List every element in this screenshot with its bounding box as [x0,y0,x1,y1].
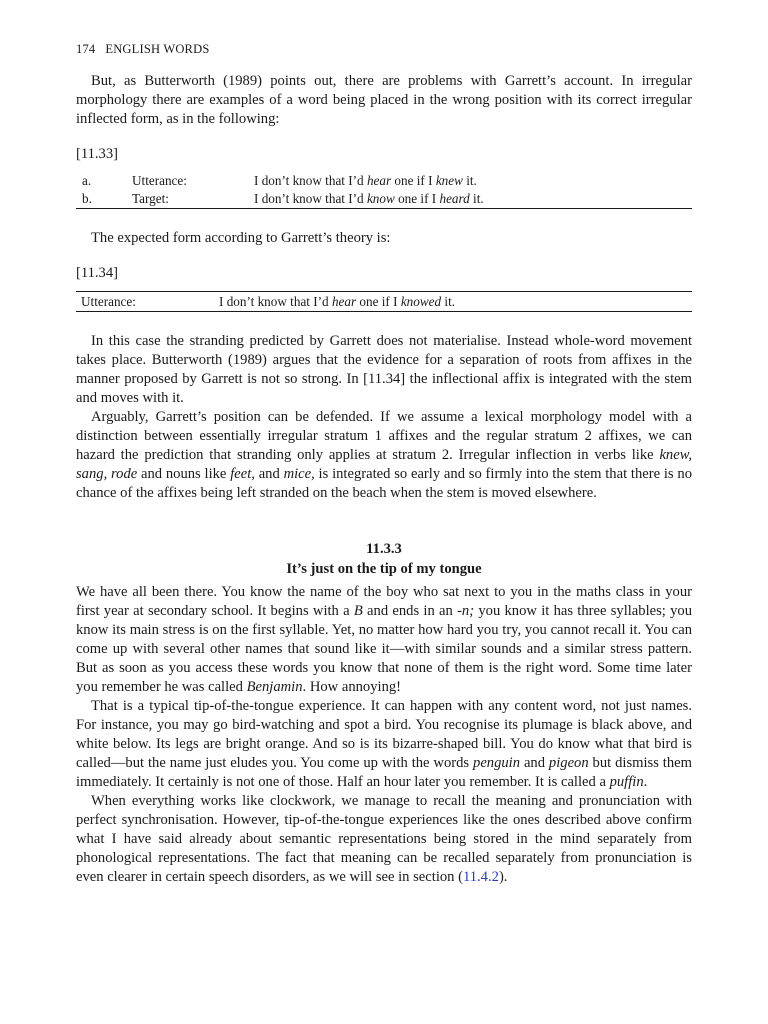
paragraph-tip-of-tongue: That is a typical tip-of-the-tongue experience. It can happen with any content word, not just names. For instance, you may go bird-watching and spot a bird. You recognise its plumage is black above, and white below. Its legs are bright orange. And so is its bizarre-shaped bill. You do know what that bird is called—but the name just eludes you. You come up with the words penguin and pigeon but dismiss them immediately. It certainly is not one of those. Half an hour later you remember. It is called a puffin. [76,698,692,790]
example-sentence: I don’t know that I’d know one if I heard it. [254,191,484,206]
example-sentence: I don’t know that I’d hear one if I knew it. [254,173,477,188]
paragraph-we-have-all-been-there: We have all been there. You know the name of the boy who sat next to you in the maths class in your first year at secondary school. It begins with a B and ends in an -n; you know it has three syllables; you know its main stress is on the first syllable. Yet, no matter how hard you try, you cannot recall it. You can come up with several other names that sound like it—with similar sounds and a similar stress pattern. But as soon as you access these words you know that none of them is the right word. Some time later you remember he was called Benjamin. How annoying! [76,584,692,695]
paragraph-stranding: In this case the stranding predicted by Garrett does not materialise. Instead whole-word movement takes place. Butterworth (1989) argues that the evidence for a separation of roots from affixes in the manner proposed by Garrett is not so strong. In [11.34] the inflectional affix is integrated with the stem and moves with it. [76,333,692,406]
section-heading [76,539,692,579]
section-title: It’s just on the tip of my tongue [286,561,482,577]
example-sentence: I don’t know that I’d hear one if I knowed it. [219,294,456,309]
example-row [76,190,692,209]
section-number: 11.3.3 [366,541,402,557]
example-number: a. [82,173,92,188]
example-row [76,292,692,312]
paragraph-garrett-defended: Arguably, Garrett’s position can be defended. If we assume a lexical morphology model with a distinction between essentially irregular stratum 1 affixes and the regular stratum 2 affixes, we can hazard the prediction that stranding only applies at stratum 2. Irregular inflection in verbs like knew, sang, rode and nouns like feet, and mice, is integrated so early and so firmly into the stem that there is no chance of the affixes being left stranded on the beach when the stem is moved elsewhere. [76,409,692,501]
running-title: ENGLISH WORDS [105,42,210,56]
paragraph-clockwork: When everything works like clockwork, we manage to recall the meaning and pronunciation with perfect synchronisation. However, tip-of-the-tongue experiences like the ones described above confirm what I have said already about semantic representations being stored in the mind separately from phonological representations. The fact that meaning can be recalled separately from pronunciation is even clearer in certain speech disorders, as we will see in section (11.4.2). [76,793,692,885]
page [76,40,692,887]
example-label-11-33: [11.33] [76,146,119,162]
example-type: Utterance: [81,294,136,309]
example-type: Target: [132,191,169,206]
section-link-11-4-2[interactable]: 11.4.2 [462,869,499,885]
paragraph-expected-form: The expected form according to Garrett’s theory is: [91,230,391,246]
paragraph-butterworth: But, as Butterworth (1989) points out, there are problems with Garrett’s account. In irregular morphology there are examples of a word being placed in the wrong position with its correct irregular inflected form, as in the following: [76,73,692,127]
page-number: 174 [76,42,96,56]
example-number: b. [82,191,92,206]
running-head [76,40,692,56]
example-table-11-33 [76,172,692,209]
example-table-11-34 [76,291,692,312]
example-type: Utterance: [132,173,187,188]
example-row [76,172,692,190]
example-label-11-34: [11.34] [76,265,119,281]
